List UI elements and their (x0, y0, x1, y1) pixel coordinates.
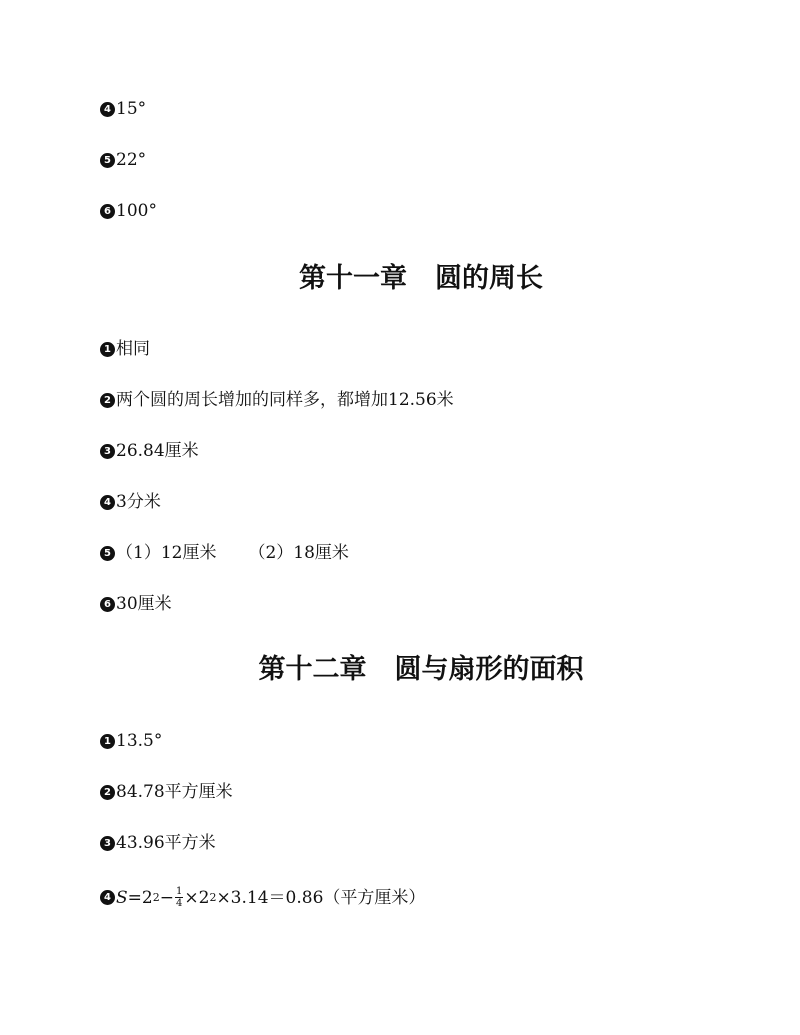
formula-times: × (184, 887, 199, 908)
chapter-number: 第十二章 (258, 654, 367, 685)
answer-text: 43.96平方米 (116, 833, 216, 853)
item-number-marker: 5 (100, 153, 115, 168)
answer-item-6 (100, 593, 172, 615)
answer-item-4 (100, 491, 161, 513)
area-formula: S = 2 2 − $\frac{1}{4}$ × 2 2 ×3.14＝0.86（平方厘米） (116, 886, 426, 909)
answer-text: 22° (116, 150, 147, 170)
answer-text: 30厘米 (116, 594, 172, 614)
item-number-marker: 4 (100, 890, 115, 905)
answer-text: 13.5° (116, 731, 163, 751)
item-number-marker: 2 (100, 785, 115, 800)
answer-item-1 (100, 730, 162, 752)
answer-item-5 (100, 149, 146, 171)
answer-text-part-2: （2）18厘米 (248, 543, 349, 563)
formula-equals: = (127, 887, 142, 908)
answer-item-2 (100, 781, 233, 803)
item-number-marker: 5 (100, 546, 115, 561)
answer-item-2 (100, 389, 454, 411)
formula-minus: − (159, 887, 174, 908)
answer-item-3 (100, 832, 216, 854)
answer-item-4 (100, 886, 425, 909)
answer-item-1 (100, 338, 150, 360)
chapter-11-heading (0, 262, 800, 296)
answer-item-5 (100, 542, 349, 564)
chapter-title: 圆与扇形的面积 (394, 654, 584, 685)
item-number-marker: 6 (100, 204, 115, 219)
formula-variable: S (116, 887, 128, 908)
answer-text: 26.84厘米 (116, 441, 199, 461)
answer-text: 100° (116, 201, 157, 221)
item-number-marker: 1 (100, 734, 115, 749)
chapter-number: 第十一章 (299, 263, 407, 294)
item-number-marker: 3 (100, 836, 115, 851)
item-number-marker: 4 (100, 102, 115, 117)
answer-text: 84.78平方厘米 (116, 782, 233, 802)
fraction-denominator: 4 (175, 898, 183, 909)
formula-rest: ×3.14＝0.86（平方厘米） (216, 887, 426, 908)
item-number-marker: 6 (100, 597, 115, 612)
answer-text: 3分米 (116, 492, 161, 512)
item-number-marker: 3 (100, 444, 115, 459)
item-number-marker: 4 (100, 495, 115, 510)
formula-base: 2 (198, 887, 210, 908)
answer-text-part-1: （1）12厘米 (116, 543, 217, 563)
item-number-marker: 2 (100, 393, 115, 408)
fraction-numerator: 1 (175, 886, 183, 897)
answer-item-3 (100, 440, 199, 462)
formula-fraction (175, 886, 183, 909)
answer-text: 两个圆的周长增加的同样多，都增加12.56米 (116, 390, 454, 410)
item-number-marker: 1 (100, 342, 115, 357)
formula-base: 2 (141, 887, 153, 908)
answer-item-4 (100, 98, 146, 120)
answer-text: 相同 (116, 339, 150, 359)
answer-item-6 (100, 200, 157, 222)
answer-text: 15° (116, 99, 147, 119)
chapter-12-heading (0, 653, 800, 687)
chapter-title: 圆的周长 (435, 263, 543, 294)
